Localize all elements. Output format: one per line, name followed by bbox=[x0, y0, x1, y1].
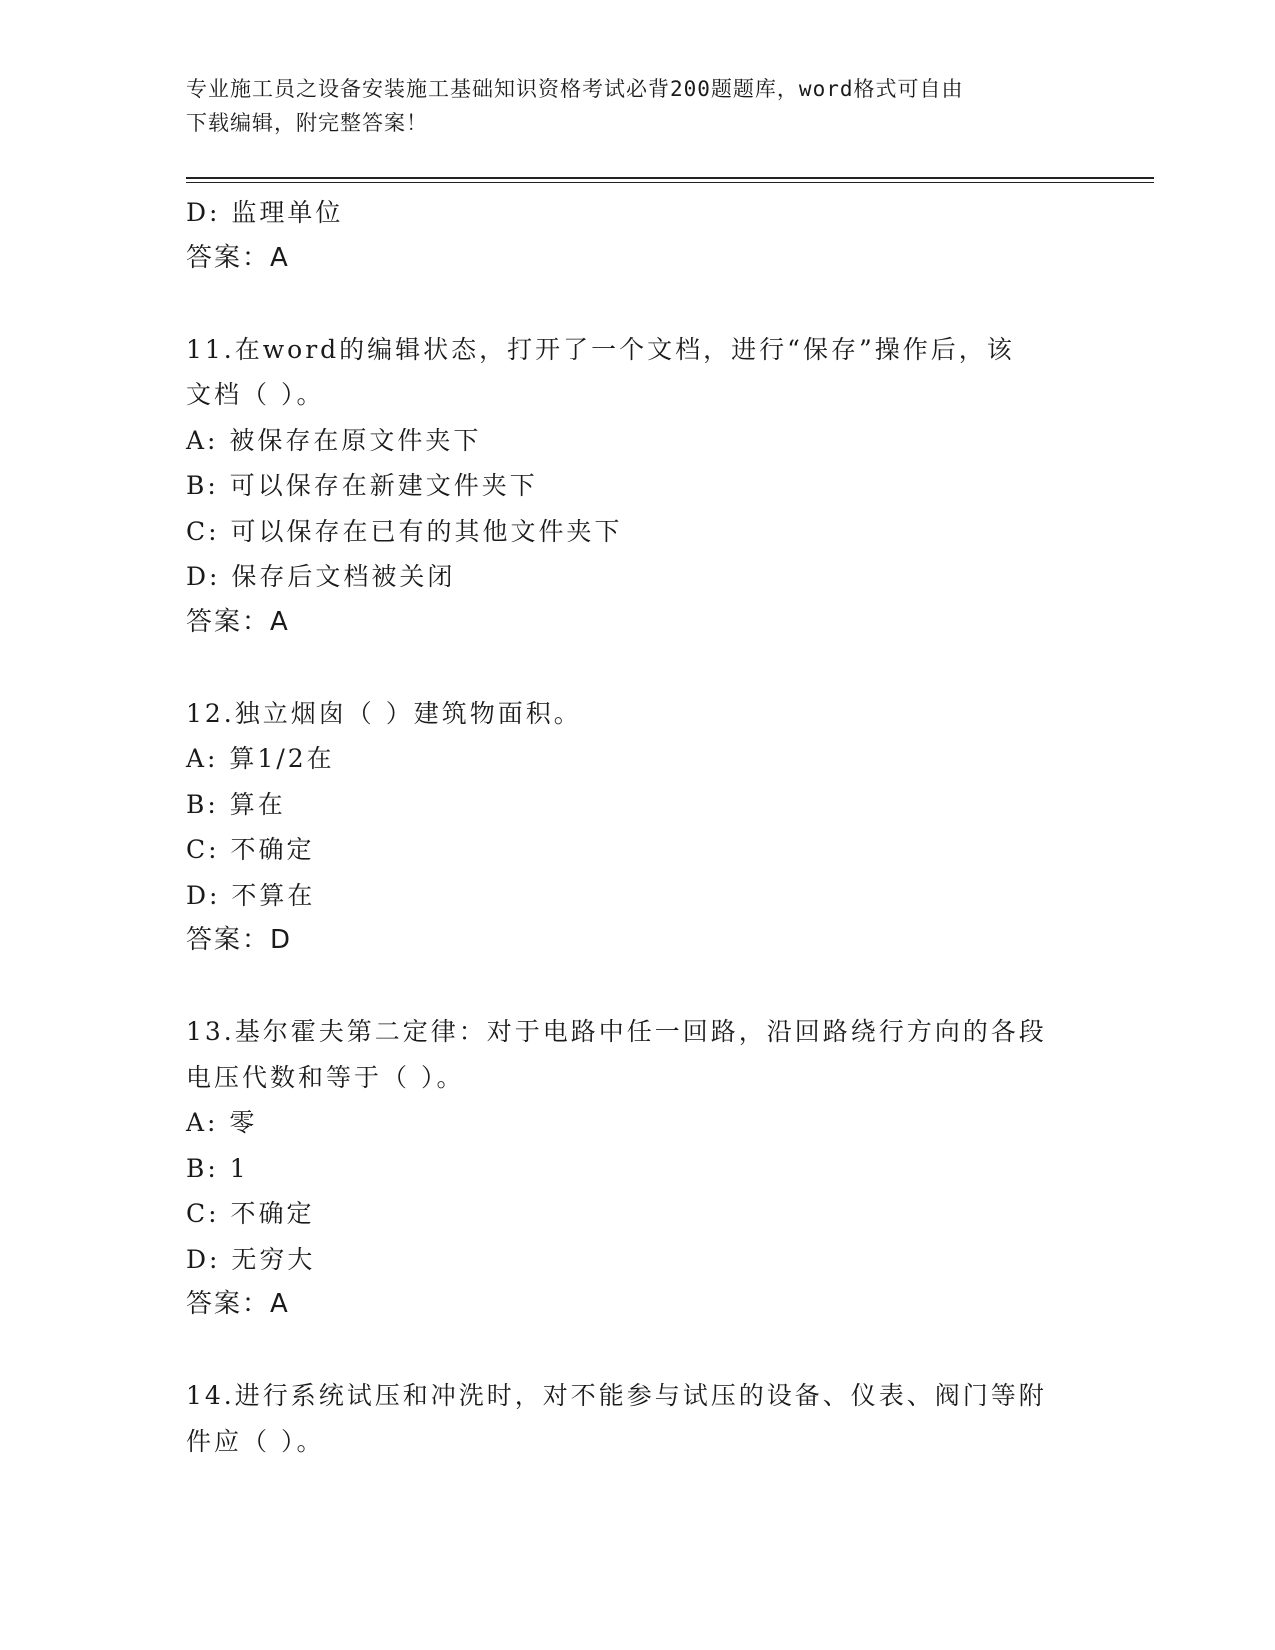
question-13-option-c: C: 不确定 bbox=[186, 1199, 315, 1228]
question-13-answer: 答案：A bbox=[186, 1289, 290, 1319]
question-12-stem-line-1: 12.独立烟囱（ ）建筑物面积。 bbox=[186, 698, 582, 728]
header-title-line-2: 下载编辑，附完整答案！ bbox=[186, 111, 428, 135]
header-title-line-1: 专业施工员之设备安装施工基础知识资格考试必背200题题库，word格式可自由 bbox=[186, 77, 964, 101]
question-14-stem-line-1: 14.进行系统试压和冲洗时，对不能参与试压的设备、仪表、阀门等附 bbox=[186, 1381, 1047, 1410]
question-13-option-b: B: 1 bbox=[186, 1153, 249, 1183]
question-12-option-a: A: 算1/2在 bbox=[186, 744, 335, 773]
question-13-stem-line-1: 13.基尔霍夫第二定律：对于电路中任一回路，沿回路绕行方向的各段 bbox=[186, 1017, 1047, 1046]
spacer bbox=[186, 964, 1086, 1010]
question-13-stem-line-2: 电压代数和等于（ ）。 bbox=[186, 1062, 465, 1092]
question-12-option-c: C: 不确定 bbox=[186, 835, 315, 864]
question-11-option-d: D: 保存后文档被关闭 bbox=[186, 562, 456, 591]
header-divider-thick bbox=[186, 177, 1154, 179]
question-12-option-b: B: 算在 bbox=[186, 789, 286, 819]
question-14 bbox=[186, 1373, 1086, 1464]
question-11-stem-line-1: 11.在word的编辑状态，打开了一个文档，进行“保存”操作后，该 bbox=[186, 334, 1015, 364]
question-list bbox=[186, 190, 1086, 1464]
spacer bbox=[186, 645, 1086, 691]
document-header bbox=[186, 72, 1066, 140]
question-11-option-b: B: 可以保存在新建文件夹下 bbox=[186, 471, 538, 500]
question-13 bbox=[186, 1009, 1086, 1328]
header-divider-thin bbox=[186, 182, 1154, 183]
question-12-option-d: D: 不算在 bbox=[186, 880, 316, 910]
spacer bbox=[186, 281, 1086, 327]
question-10-option-d: D: 监理单位 bbox=[186, 198, 344, 227]
question-13-option-a: A: 零 bbox=[186, 1108, 258, 1137]
question-11-stem-line-2: 文档（ ）。 bbox=[186, 380, 325, 409]
question-12-answer: 答案：D bbox=[186, 925, 293, 955]
question-13-option-d: D: 无穷大 bbox=[186, 1244, 316, 1274]
question-11-option-a: A: 被保存在原文件夹下 bbox=[186, 425, 482, 455]
question-14-stem-line-2: 件应（ ）。 bbox=[186, 1426, 325, 1456]
question-11-option-c: C: 可以保存在已有的其他文件夹下 bbox=[186, 516, 623, 546]
question-12 bbox=[186, 691, 1086, 964]
question-10-tail bbox=[186, 190, 1086, 281]
spacer bbox=[186, 1328, 1086, 1374]
question-10-answer: 答案：A bbox=[186, 242, 290, 273]
question-11 bbox=[186, 327, 1086, 646]
question-11-answer: 答案：A bbox=[186, 606, 290, 637]
